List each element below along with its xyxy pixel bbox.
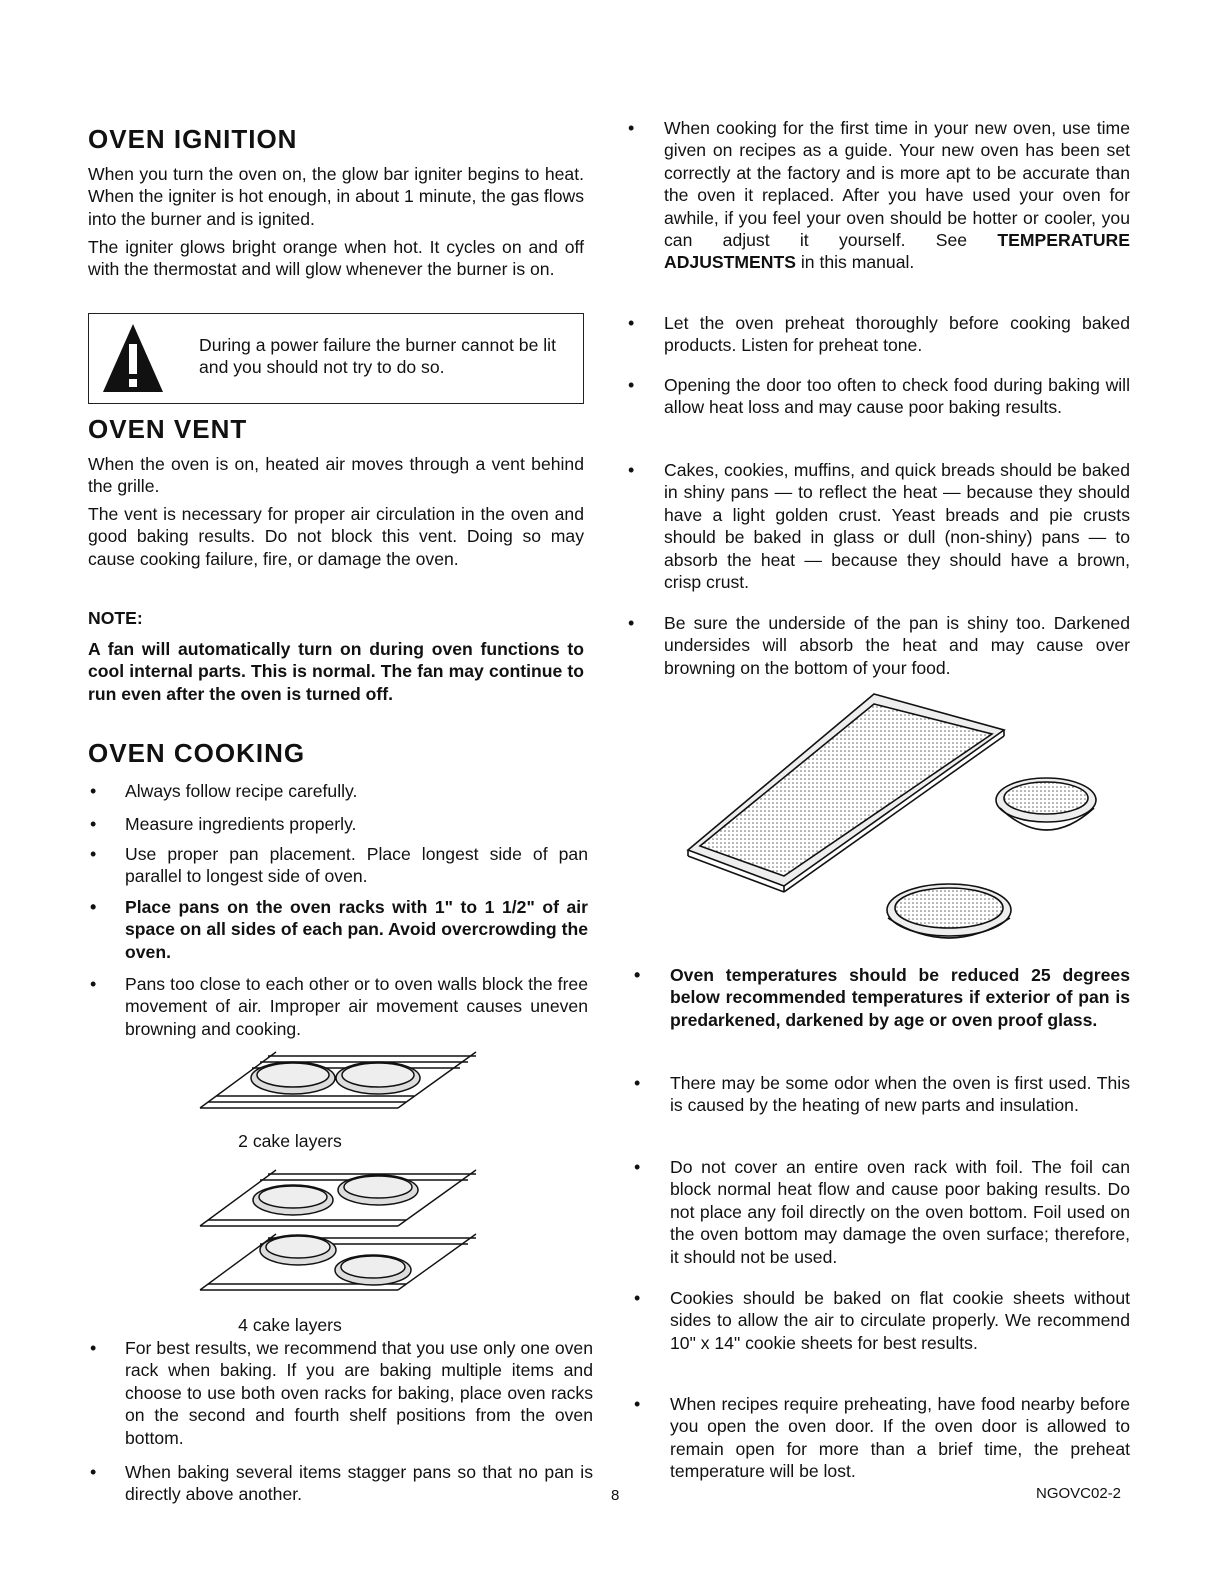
right-bullet-5 <box>626 612 1130 679</box>
cooking-bullet-5 <box>88 973 588 1040</box>
bullet-dot: • <box>90 844 97 864</box>
bullet-text: Measure ingredients properly. <box>125 814 357 834</box>
bullet-dot: • <box>90 897 97 917</box>
oven-vent-heading: OVEN VENT <box>88 414 248 444</box>
bullet-text: When recipes require preheating, have food nearby before you open the oven door. If the oven door is allowed to remain open for more than a brief time, the preheat temperature will be lost. <box>670 1394 1130 1482</box>
bullet-dot: • <box>90 781 97 801</box>
right-bullet-2 <box>626 312 1130 357</box>
bullet-dot: • <box>628 313 635 333</box>
warning-text: During a power failure the burner cannot be lit and you should not try to do so. <box>199 335 556 378</box>
note-label: NOTE: <box>88 608 143 628</box>
bullet-dot: • <box>90 974 97 994</box>
right-bullet-1 <box>626 117 1130 274</box>
four-cake-layers-illustration <box>198 1168 488 1308</box>
bullet-dot: • <box>90 1338 97 1358</box>
warning-triangle-icon <box>101 322 165 394</box>
cake-pan-shape <box>253 1175 418 1285</box>
vent-paragraph-2: The vent is necessary for proper air circulation in the oven and good baking results. Do not block this vent. Doing so may cause cooking failure, fire, or damage the oven. <box>88 504 584 569</box>
bullet-dot: • <box>634 1157 641 1177</box>
oven-ignition-heading: OVEN IGNITION <box>88 124 298 154</box>
bullet-dot: • <box>628 375 635 395</box>
bullet-text: There may be some odor when the oven is first used. This is caused by the heating of new parts and insulation. <box>670 1073 1130 1116</box>
cooking-bullet-7 <box>88 1461 593 1506</box>
cookie-sheet-shape <box>688 694 1004 892</box>
ignition-paragraph-1: When you turn the oven on, the glow bar igniter begins to heat. When the igniter is hot enough, in about 1 minute, the gas flows into the burner and is ignited. <box>88 164 584 229</box>
right-bullet-9 <box>632 1287 1130 1354</box>
bullet-text: Cakes, cookies, muffins, and quick breads should be baked in shiny pans — to reflect the heat — because they should have a light golden crust. Yeast breads and pie crusts should be baked in glass or dull (non-shiny) pans — to absorb the heat — because they should have a brown, crisp crust. <box>664 460 1130 593</box>
right-bullet-7 <box>632 1072 1130 1117</box>
bullet-text: Be sure the underside of the pan is shiny too. Darkened undersides will absorb the heat and may cause over browning on the bottom of your food. <box>664 613 1130 678</box>
bullet-text: For best results, we recommend that you use only one oven rack when baking. If you are baking multiple items and choose to use both oven racks for baking, place oven racks on the second and fourth shelf positions from the oven bottom. <box>125 1338 593 1448</box>
bullet-dot: • <box>628 613 635 633</box>
temperature-adjustments-reference: TEMPERATURE ADJUSTMENTS <box>664 230 1130 273</box>
page-number: 8 <box>611 1487 620 1504</box>
bullet-text: Let the oven preheat thoroughly before cooking baked products. Listen for preheat tone. <box>664 313 1130 356</box>
pie-pan-shape <box>996 778 1096 830</box>
bullet-dot: • <box>634 1394 641 1414</box>
vent-paragraph-1: When the oven is on, heated air moves through a vent behind the grille. <box>88 454 584 497</box>
right-bullet-8 <box>632 1156 1130 1268</box>
cooking-bullet-3 <box>88 843 588 888</box>
cooking-bullet-1 <box>88 780 588 802</box>
bullet-text: Cookies should be baked on flat cookie sheets without sides to allow the air to circulate properly. We recommend 10" x 14" cookie sheets for best results. <box>670 1288 1130 1353</box>
cooking-bullet-6 <box>88 1337 593 1449</box>
bullet-text: Pans too close to each other or to oven walls block the free movement of air. Improper air movement causes uneven browning and cooking. <box>125 974 588 1039</box>
right-bullet-10 <box>632 1393 1130 1483</box>
cooking-bullet-2 <box>88 813 588 835</box>
baking-pans-illustration <box>684 690 1124 960</box>
bullet-dot: • <box>634 965 641 985</box>
bullet-dot: • <box>90 814 97 834</box>
bullet-dot: • <box>90 1462 97 1482</box>
cake-pan-shape <box>251 1062 420 1094</box>
bullet-text: Opening the door too often to check food during baking will allow heat loss and may cause poor baking results. <box>664 375 1130 418</box>
bullet-text: When cooking for the first time in your new oven, use time given on recipes as a guide. Your new oven has been set correctly at the factory and is more apt to be accurate than the oven it replaced. After you have used your oven for awhile, if you feel your oven should be hotter or cooler, you can adjust it yourself. See <box>664 118 1130 251</box>
oven-cooking-heading: OVEN COOKING <box>88 738 306 768</box>
round-pan-shape <box>887 884 1011 938</box>
ignition-paragraph-2: The igniter glows bright orange when hot. It cycles on and off with the thermostat and will glow whenever the burner is on. <box>88 237 584 280</box>
power-failure-warning-box <box>88 313 584 404</box>
bullet-text: Oven temperatures should be reduced 25 degrees below recommended temperatures if exterior of pan is predarkened, darkened by age or oven proof glass. <box>670 965 1130 1030</box>
two-cake-layers-caption: 2 cake layers <box>238 1131 342 1151</box>
right-bullet-6 <box>632 964 1130 1031</box>
bullet-text: Place pans on the oven racks with 1" to 1 1/2" of air space on all sides of each pan. Avoid overcrowding the oven. <box>125 897 588 962</box>
cooking-bullet-4 <box>88 896 588 963</box>
bullet-text-end: in this manual. <box>795 252 915 273</box>
bullet-text: Always follow recipe carefully. <box>125 781 358 801</box>
four-cake-layers-caption: 4 cake layers <box>238 1315 342 1335</box>
bullet-dot: • <box>634 1288 641 1308</box>
bullet-text: Use proper pan placement. Place longest side of pan parallel to longest side of oven. <box>125 844 588 887</box>
two-cake-layers-illustration <box>198 1050 488 1130</box>
bullet-dot: • <box>628 118 635 138</box>
bullet-text: Do not cover an entire oven rack with foil. The foil can block normal heat flow and cause poor baking results. Do not place any foil directly on the oven bottom. Foil used on the oven bottom may damage the oven surface; therefore, it should not be used. <box>670 1157 1130 1267</box>
note-text: A fan will automatically turn on during oven functions to cool internal parts. This is normal. The fan may continue to run even after the oven is turned off. <box>88 639 584 704</box>
document-code: NGOVC02-2 <box>1036 1485 1122 1502</box>
right-bullet-4 <box>626 459 1130 593</box>
right-bullet-3 <box>626 374 1130 419</box>
bullet-dot: • <box>628 460 635 480</box>
bullet-dot: • <box>634 1073 641 1093</box>
bullet-text: When baking several items stagger pans so that no pan is directly above another. <box>125 1462 593 1505</box>
